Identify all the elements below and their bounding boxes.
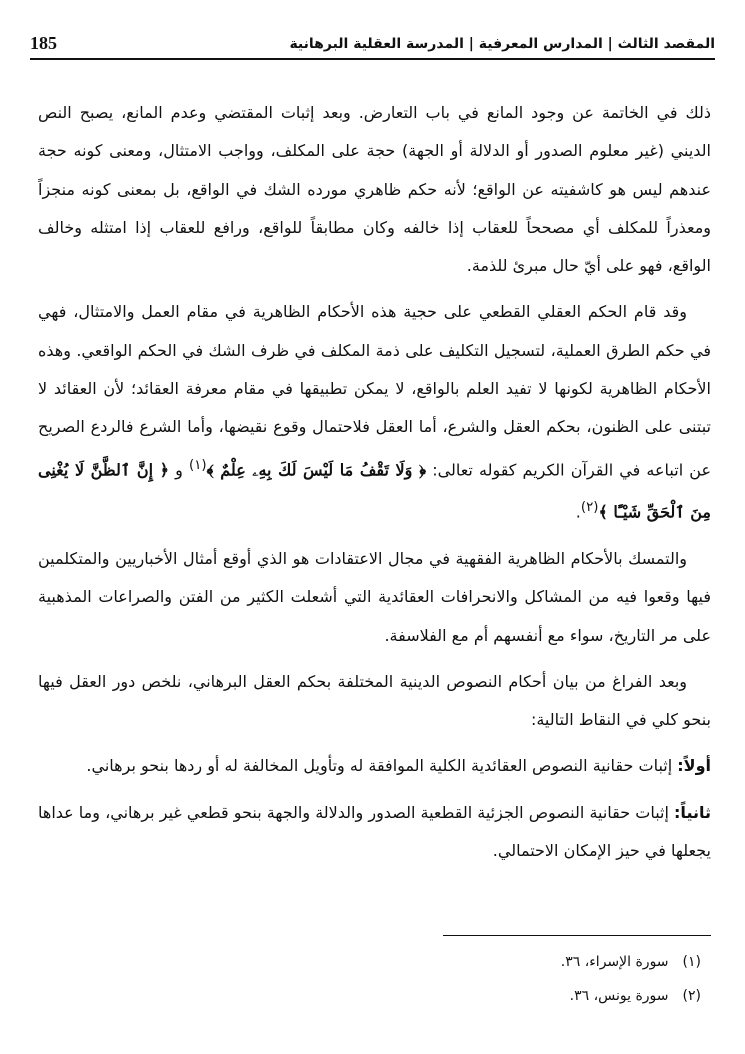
point-item (38, 747, 711, 785)
point-text: إثبات حقانية النصوص الجزئية القطعية الصدور والدلالة والجهة بنحو قطعي غير برهاني، وما عداها يجعلها في حيز الإمكان الاحتمالي. (38, 802, 711, 860)
footnote (561, 945, 701, 979)
footnote-number: (١) (682, 954, 701, 970)
paragraph-text: ذلك في الخاتمة عن وجود المانع في باب التعارض. وبعد إثبات المقتضي وعدم المانع، يصبح النص الديني (غير معلوم الصدور أو الدلالة أو الجهة) حجة على المكلف، وواجب الامتثال، ومعنى كونه حجة عندهم ليس هو كاشفيته عن الواقع؛ لأنه حكم ظاهري مورده الشك في الواقع، بل بمعنى كونه منجزاً ومعذراً للمكلف أي مصححاً للعقاب إذا خالفه وكان مطابقاً للواقع، ورافع للعقاب إذا امتثله وخالف الواقع، فهو على أيّ حال مبرئ للذمة. (38, 103, 711, 276)
running-title: المقصد الثالث | المدارس المعرفية | المدرسة العقلية البرهانية (289, 36, 715, 52)
main-text (38, 94, 711, 878)
paragraph-text: والتمسك بالأحكام الظاهرية الفقهية في مجال الاعتقادات هو الذي أوقع أمثال الأخباريين والمتكلمين فيها وقعوا فيه من المشاكل والانحرافات العقائدية التي أشعلت الكثير من الفتن والصراعات المذهبية على مر التاريخ، سواء مع أنفسهم أم مع الفلاسفة. (38, 548, 711, 645)
paragraph-text: وقد قام الحكم العقلي القطعي على حجية هذه الأحكام الظاهرية في مقام العمل والامتثال، فهي في حكم الطرق العملية، لتسجيل التكليف على ذمة المكلف في ظرف الشك في الحكم الواقعي. وهذه الأحكام الظاهرية لكونها لا تفيد العلم بالواقع، لا يمكن تطبيقها في مقام معرفة العقائد؛ لأن العقائد لا تبتنى على الظنون، بحكم العقل والشرع، أما العقل فلاحتمال وقوع نقيضها، وأما الشرع فالردع الصريح عن اتباعه في القرآن الكريم كقوله تعالى: (38, 302, 711, 479)
footnotes (561, 945, 701, 1013)
point-lead: أولاً: (677, 756, 711, 776)
sentence-end: . (575, 502, 581, 522)
paragraph (38, 540, 711, 655)
page-number: 185 (30, 33, 57, 53)
page-header (30, 24, 715, 60)
footnote-ref: (١) (189, 457, 207, 473)
footnote-text: سورة الإسراء، ٣٦. (560, 954, 669, 970)
quran-verse: ﴿ إِنَّ ٱلظَّنَّ لَا يُغْنِى مِنَ ٱلْحَقِّ شَيْـًٔا ﴾ (38, 460, 711, 522)
paragraph (38, 94, 711, 285)
footnote (561, 979, 701, 1013)
footnote-separator (443, 935, 711, 936)
point-text: إثبات حقانية النصوص العقائدية الكلية الموافقة له وتأويل المخالفة له أو ردها بنحو برهاني. (86, 756, 678, 776)
footnote-number: (٢) (682, 988, 701, 1004)
paragraph-text: وبعد الفراغ من بيان أحكام النصوص الدينية المختلفة بحكم العقل البرهاني، نلخص دور العقل فيها بنحو كلي في النقاط التالية: (38, 671, 711, 730)
footnote-text: سورة يونس، ٣٦. (569, 988, 669, 1004)
paragraph (38, 293, 711, 531)
footnote-ref: (٢) (580, 500, 599, 516)
point-item (38, 794, 711, 871)
point-lead: ثانياً: (674, 802, 711, 822)
paragraph (38, 663, 711, 740)
quran-verse: ﴿ وَلَا تَقْفُ مَا لَيْسَ لَكَ بِهِۦ عِلْمٌ ﴾ (206, 460, 427, 479)
connector-text: و (169, 460, 189, 479)
